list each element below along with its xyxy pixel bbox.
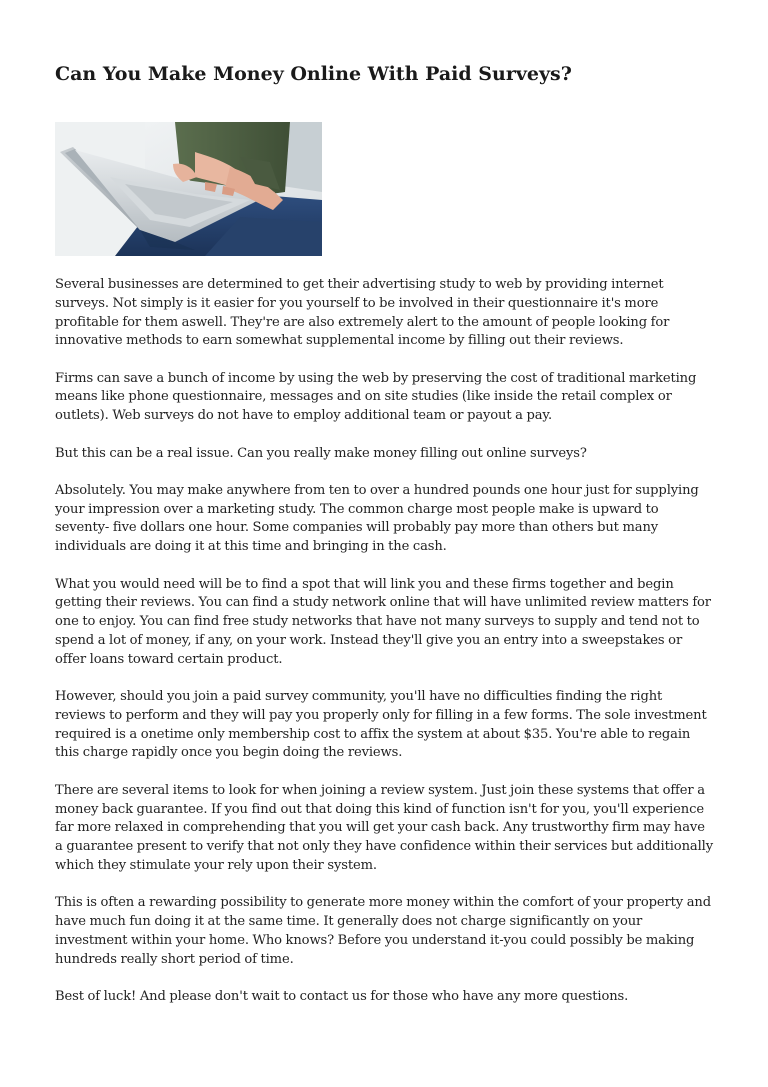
laptop-typing-photo bbox=[55, 122, 322, 256]
article-body bbox=[55, 276, 715, 1025]
paragraph: This is often a rewarding possibility to generate more money within the comfort of your property and have much fun doing it at the same time. It generally does not charge significantly on your investment within your home. Who knows? Before you understand it-you could possibly be making hundreds really short period of time. bbox=[55, 895, 711, 967]
page-title: Can You Make Money Online With Paid Surveys? bbox=[55, 63, 572, 85]
paragraph: Firms can save a bunch of income by using the web by preserving the cost of traditional marketing means like phone questionnaire, messages and on site studies (like inside the retail complex or outlets). Web surveys do not have to employ additional team or payout a pay. bbox=[55, 370, 697, 424]
paragraph: Absolutely. You may make anywhere from ten to over a hundred pounds one hour just for supplying your impression over a marketing study. The common charge most people make is upward to seventy- five dollars one hour. Some companies will probably pay more than others but many individuals are doing it at this time and bringing in the cash. bbox=[55, 482, 699, 555]
paragraph: Best of luck! And please don't wait to contact us for those who have any more questions. bbox=[55, 988, 629, 1004]
paragraph: However, should you join a paid survey community, you'll have no difficulties finding the right reviews to perform and they will pay you properly only for filling in a few forms. The sole investment required is a onetime only membership cost to affix the system at about $35. You're able to regain this charge rapidly once you begin doing the reviews. bbox=[55, 689, 707, 761]
paragraph: There are several items to look for when joining a review system. Just join these systems that offer a money back guarantee. If you find out that doing this kind of function isn't for you, you'll experience far more relaxed in comprehending that you will get your cash back. Any trustworthy firm may have a guarantee present to verify that not only they have confidence within their services but additionally which they stimulate your rely upon their system. bbox=[55, 782, 713, 873]
paragraph: Several businesses are determined to get their advertising study to web by providing internet surveys. Not simply is it easier for you yourself to be involved in their questionnaire it's more profitable for them aswell. They're are also extremely alert to the amount of people looking for innovative methods to earn somewhat supplemental income by filling out their reviews. bbox=[55, 277, 670, 349]
paragraph: What you would need will be to find a spot that will link you and these firms together and begin getting their reviews. You can find a study network online that will have unlimited review matters for one to enjoy. You can find free study networks that have not many surveys to supply and tend not to spend a lot of money, if any, on your work. Instead they'll give you an entry into a sweepstakes or offer loans toward certain product. bbox=[55, 576, 711, 667]
paragraph: But this can be a real issue. Can you really make money filling out online surveys? bbox=[55, 445, 587, 461]
